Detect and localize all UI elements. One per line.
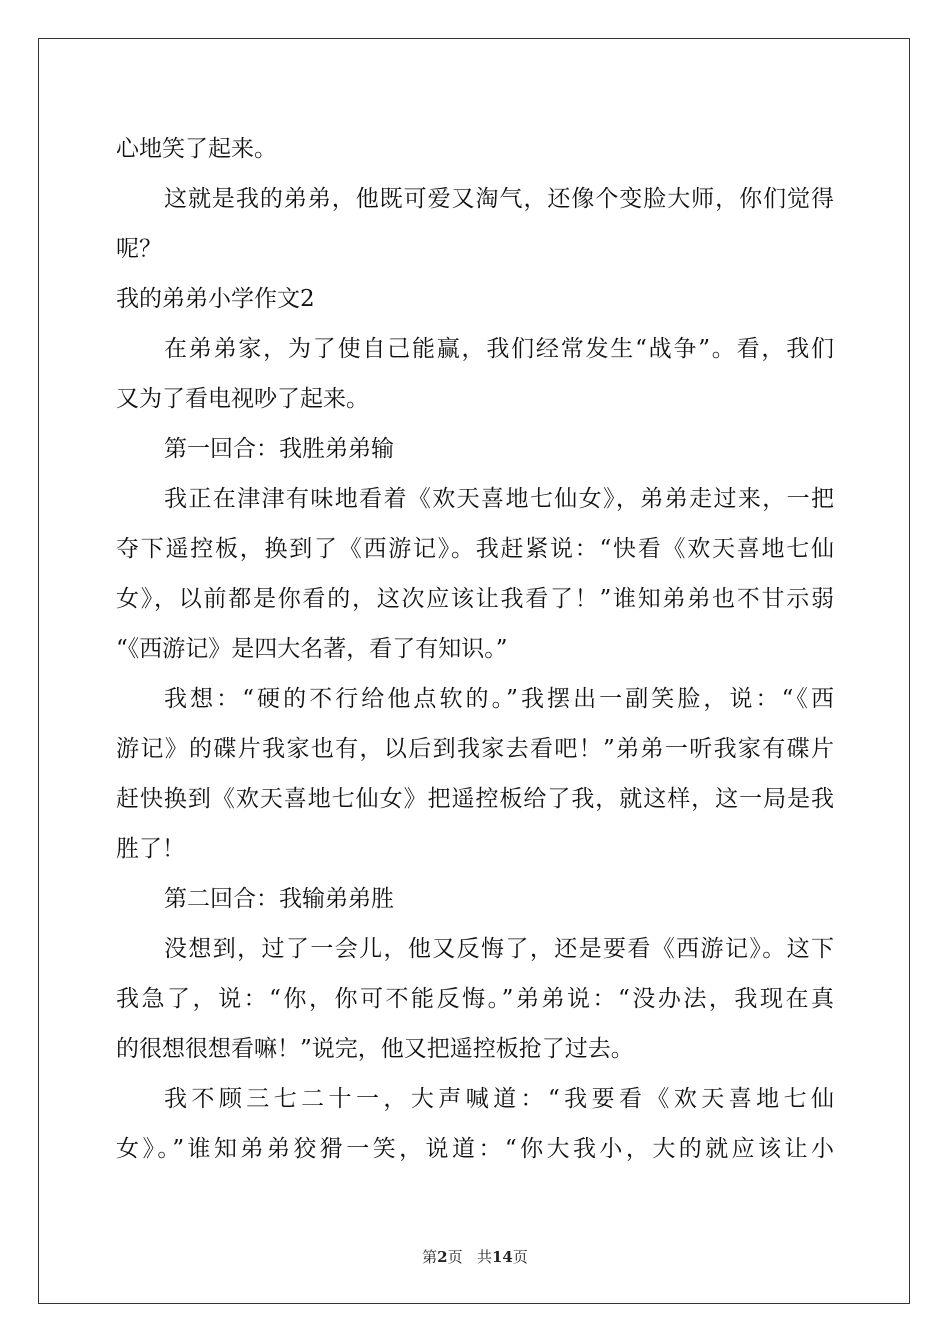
page-label-prefix: 第: [422, 1248, 438, 1266]
text-line: 女》。”谁知弟弟狡猾一笑，说道：“你大我小，大的就应该让小: [116, 1136, 834, 1162]
text-line: 的很想很想看嘛！”说完，他又把遥控板抢了过去。: [116, 1036, 634, 1062]
text-line: “《西游记》是四大名著，看了有知识。”: [116, 636, 508, 662]
paragraph-line: 这就是我的弟弟，他既可爱又淘气，还像个变脸大师，你们觉得: [164, 186, 834, 212]
text-line: 游记》的碟片我家也有，以后到我家去看吧！”弟弟一听我家有碟片: [116, 736, 834, 762]
text-line: 呢？: [116, 236, 162, 262]
text-line: 夺下遥控板，换到了《西游记》。我赶紧说：“快看《欢天喜地七仙: [116, 536, 834, 562]
text-line: 心地笑了起来。: [116, 136, 277, 162]
page-label-unit: 页: [447, 1248, 463, 1266]
document-body: [116, 124, 834, 1174]
text-line: 女》，以前都是你看的，这次应该让我看了！”谁知弟弟也不甘示弱: [116, 586, 834, 612]
total-pages: 14: [491, 1248, 513, 1266]
page-number: 2: [437, 1248, 448, 1266]
paragraph-line: 在弟弟家，为了使自己能赢，我们经常发生“战争”。看，我们: [164, 336, 834, 362]
round-heading: 第一回合：我胜弟弟输: [164, 436, 394, 462]
page-footer: [0, 1246, 950, 1267]
text-line: 我急了，说：“你，你可不能反悔。”弟弟说：“没办法，我现在真: [116, 986, 834, 1012]
total-label-prefix: 共: [476, 1248, 492, 1266]
section-title: 我的弟弟小学作文2: [116, 286, 315, 312]
paragraph-line: 我想：“硬的不行给他点软的。”我摆出一副笑脸，说：“《西: [164, 686, 834, 712]
total-label-unit: 页: [512, 1248, 528, 1266]
round-heading: 第二回合：我输弟弟胜: [164, 886, 394, 912]
paragraph-line: 我不顾三七二十一，大声喊道：“我要看《欢天喜地七仙: [164, 1086, 834, 1112]
paragraph-line: 我正在津津有味地看着《欢天喜地七仙女》，弟弟走过来，一把: [164, 486, 834, 512]
paragraph-line: 没想到，过了一会儿，他又反悔了，还是要看《西游记》。这下: [164, 936, 834, 962]
text-line: 赶快换到《欢天喜地七仙女》把遥控板给了我，就这样，这一局是我: [116, 786, 834, 812]
text-line: 又为了看电视吵了起来。: [116, 386, 369, 412]
text-line: 胜了！: [116, 836, 185, 862]
